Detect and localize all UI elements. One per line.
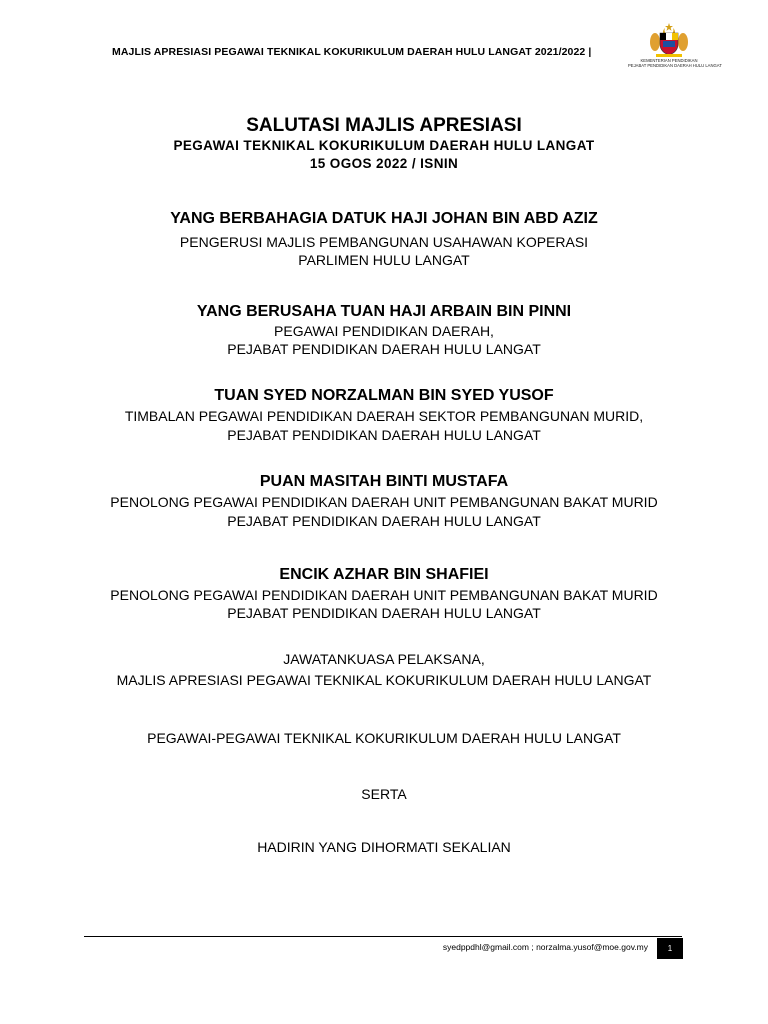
- header-title: MAJLIS APRESIASI PEGAWAI TEKNIKAL KOKURIKULUM DAERAH HULU LANGAT 2021/2022 |: [112, 46, 592, 58]
- ministry-logo: [628, 22, 722, 78]
- document-subtitle: PEGAWAI TEKNIKAL KOKURIKULUM DAERAH HULU LANGAT: [173, 138, 595, 153]
- salutation-name: YANG BERBAHAGIA DATUK HAJI JOHAN BIN ABD AZIZ: [170, 210, 598, 227]
- committee-event: MAJLIS APRESIASI PEGAWAI TEKNIKAL KOKURIKULUM DAERAH HULU LANGAT: [116, 672, 652, 688]
- salutation-name: ENCIK AZHAR BIN SHAFIEI: [279, 566, 489, 583]
- serta-line: SERTA: [361, 786, 407, 802]
- salutation-name: YANG BERUSAHA TUAN HAJI ARBAIN BIN PINNI: [196, 303, 572, 320]
- salutation-role: PENOLONG PEGAWAI PENDIDIKAN DAERAH UNIT PEMBANGUNAN BAKAT MURID: [110, 587, 658, 603]
- footer-divider: [84, 936, 682, 937]
- salutation-role: PEJABAT PENDIDIKAN DAERAH HULU LANGAT: [227, 341, 541, 357]
- salutation-role: PEJABAT PENDIDIKAN DAERAH HULU LANGAT: [227, 605, 541, 621]
- salutation-role: PEJABAT PENDIDIKAN DAERAH HULU LANGAT: [227, 427, 541, 443]
- salutation-name: PUAN MASITAH BINTI MUSTAFA: [259, 473, 509, 490]
- document-title: SALUTASI MAJLIS APRESIASI: [246, 115, 522, 136]
- committee-heading: JAWATANKUASA PELAKSANA,: [283, 651, 485, 667]
- salutation-role: PEJABAT PENDIDIKAN DAERAH HULU LANGAT: [227, 513, 541, 529]
- salutation-role: PARLIMEN HULU LANGAT: [298, 252, 470, 268]
- logo-caption-office: PEJABAT PENDIDIKAN DAERAH HULU LANGAT: [628, 63, 722, 68]
- salutation-role: PENGERUSI MAJLIS PEMBANGUNAN USAHAWAN KOPERASI: [179, 234, 589, 250]
- salutation-name: TUAN SYED NORZALMAN BIN SYED YUSOF: [214, 387, 554, 404]
- coat-of-arms-icon: [648, 22, 690, 58]
- page-number: 1: [657, 938, 683, 959]
- logo-caption-ministry: KEMENTERIAN PENDIDIKAN: [640, 58, 698, 63]
- salutation-role: PENOLONG PEGAWAI PENDIDIKAN DAERAH UNIT PEMBANGUNAN BAKAT MURID: [110, 494, 658, 510]
- document-date: 15 OGOS 2022 / ISNIN: [309, 156, 459, 171]
- salutation-role: TIMBALAN PEGAWAI PENDIDIKAN DAERAH SEKTOR PEMBANGUNAN MURID,: [124, 408, 644, 424]
- footer-emails: syedppdhl@gmail.com ; norzalma.yusof@moe.gov.my: [442, 942, 648, 952]
- officers-line: PEGAWAI-PEGAWAI TEKNIKAL KOKURIKULUM DAERAH HULU LANGAT: [147, 730, 621, 746]
- audience-line: HADIRIN YANG DIHORMATI SEKALIAN: [257, 839, 511, 855]
- salutation-role: PEGAWAI PENDIDIKAN DAERAH,: [274, 323, 494, 339]
